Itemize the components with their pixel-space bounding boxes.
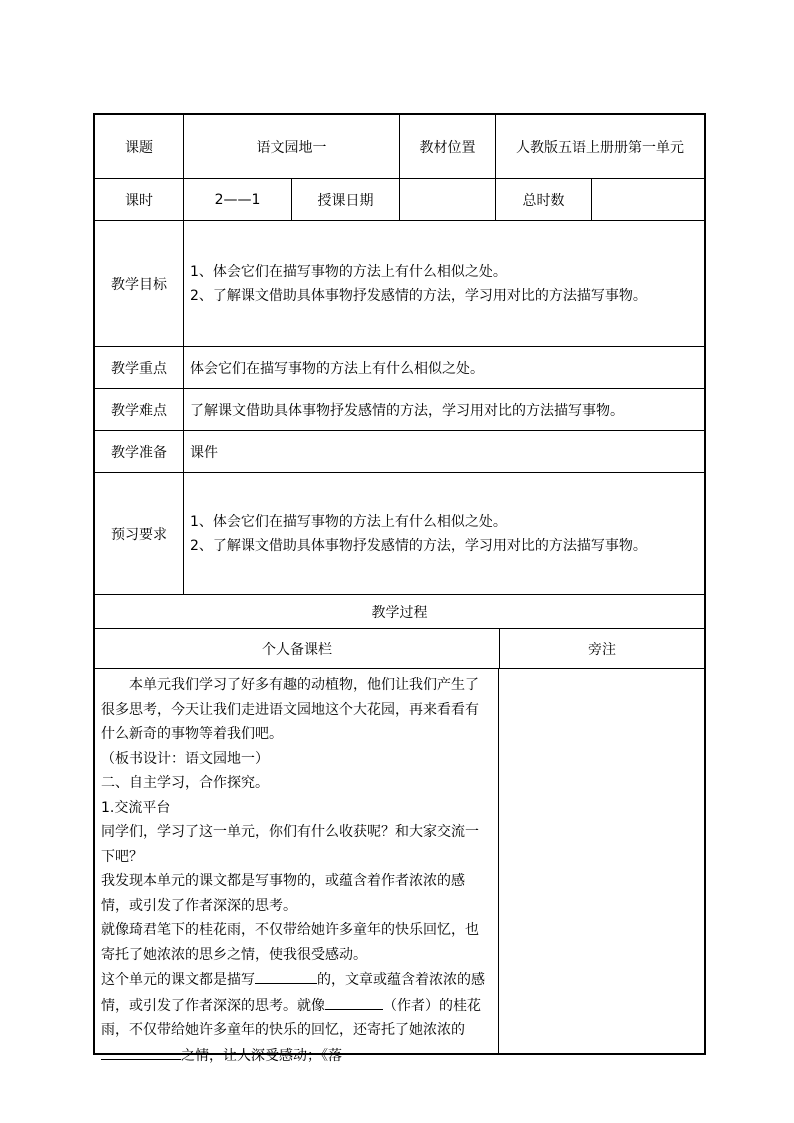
paragraph: 本单元我们学习了好多有趣的动植物，他们让我们产生了很多思考，今天让我们走进语文园地这个大花园，再来看看有什么新奇的事物等着我们吧。 bbox=[101, 677, 479, 742]
row-objectives bbox=[95, 221, 704, 347]
textbook-position-label: 教材位置 bbox=[399, 115, 495, 178]
lesson-plan-table bbox=[93, 113, 706, 1064]
lesson-value: 2——1 bbox=[183, 179, 291, 220]
total-value bbox=[591, 179, 704, 220]
text-segment: 这个单元的课文都是描写 bbox=[101, 972, 255, 988]
paragraph: 就像琦君笔下的桂花雨，不仅带给她许多童年的快乐回忆，也寄托了她浓浓的思乡之情，使我很受感动。 bbox=[101, 922, 479, 963]
difficulty-label: 教学难点 bbox=[111, 402, 167, 419]
topic-label: 课题 bbox=[125, 139, 153, 156]
fill-in-paragraph bbox=[101, 967, 492, 1068]
row-key-point bbox=[95, 347, 704, 389]
row-lesson bbox=[95, 179, 704, 221]
row-difficulty bbox=[95, 389, 704, 431]
text-segment: 的，文章或蕴含着浓浓的感情，或引发了作者深深的思考。就像 bbox=[101, 972, 485, 1014]
date-value bbox=[399, 179, 495, 220]
paragraph: 1.交流平台 bbox=[101, 799, 171, 816]
key-point-value: 体会它们在描写事物的方法上有什么相似之处。 bbox=[183, 347, 704, 388]
main-column-header: 个人备课栏 bbox=[262, 641, 332, 658]
preview-content bbox=[183, 473, 704, 594]
total-label: 总时数 bbox=[495, 179, 591, 220]
fill-blank bbox=[101, 1043, 181, 1060]
preview-item: 1、体会它们在描写事物的方法上有什么相似之处。 bbox=[190, 513, 507, 530]
main-column-body bbox=[95, 669, 499, 1064]
textbook-position-value: 人教版五语上册册第一单元 bbox=[495, 115, 704, 178]
objective-item: 2、了解课文借助具体事物抒发感情的方法，学习用对比的方法描写事物。 bbox=[190, 287, 647, 304]
row-process-headers bbox=[95, 629, 704, 669]
preparation-value: 课件 bbox=[183, 431, 704, 472]
notes-column-header: 旁注 bbox=[499, 629, 704, 668]
row-topic bbox=[95, 115, 704, 179]
paragraph: 同学们，学习了这一单元，你们有什么收获呢？和大家交流一下吧？ bbox=[101, 824, 479, 865]
date-label: 授课日期 bbox=[291, 179, 399, 220]
preview-label: 预习要求 bbox=[111, 526, 167, 543]
objectives-label: 教学目标 bbox=[111, 276, 167, 293]
difficulty-value: 了解课文借助具体事物抒发感情的方法，学习用对比的方法描写事物。 bbox=[183, 389, 704, 430]
row-process-title bbox=[95, 595, 704, 629]
paragraph: 我发现本单元的课文都是写事物的，或蕴含着作者浓浓的感情，或引发了作者深深的思考。 bbox=[101, 873, 465, 914]
text-segment: （作者）的桂花雨，不仅带给她许多童年的快乐的回忆，还寄托了她浓浓的 bbox=[101, 997, 481, 1038]
paragraph: （板书设计：语文园地一） bbox=[101, 750, 269, 767]
fill-blank bbox=[255, 967, 317, 984]
objective-item: 1、体会它们在描写事物的方法上有什么相似之处。 bbox=[190, 263, 507, 280]
objectives-content bbox=[183, 221, 704, 346]
topic-value: 语文园地一 bbox=[183, 115, 399, 178]
row-preparation bbox=[95, 431, 704, 473]
key-point-label: 教学重点 bbox=[111, 360, 167, 377]
preview-item: 2、了解课文借助具体事物抒发感情的方法，学习用对比的方法描写事物。 bbox=[190, 537, 647, 554]
lesson-label: 课时 bbox=[125, 192, 153, 209]
fill-blank bbox=[325, 993, 383, 1010]
process-title: 教学过程 bbox=[371, 604, 428, 621]
paragraph: 二、自主学习，合作探究。 bbox=[101, 775, 269, 791]
text-segment: 之情，让人深受感动；《落 bbox=[181, 1047, 342, 1064]
preparation-label: 教学准备 bbox=[111, 444, 167, 461]
row-preview bbox=[95, 473, 704, 595]
